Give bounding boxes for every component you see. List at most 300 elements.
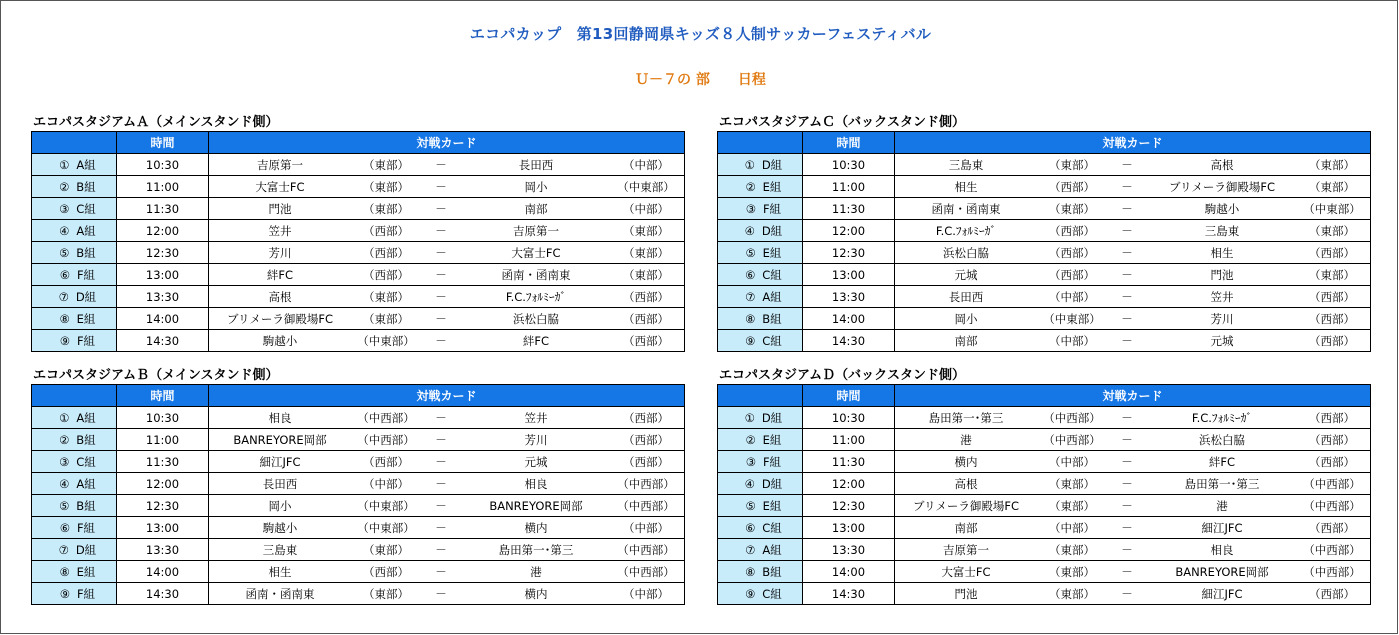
versus-dash: －: [435, 311, 447, 326]
match-number: ③: [59, 201, 70, 216]
home-region: （東部）: [1049, 542, 1095, 557]
versus-dash: －: [1121, 333, 1133, 348]
away-region: （中東部）: [1303, 201, 1361, 216]
kickoff-time: 12:30: [117, 242, 209, 264]
versus-dash: －: [435, 410, 447, 425]
match-card: [895, 308, 1371, 330]
away-team: 横内: [524, 520, 548, 535]
match-group-cell: [32, 451, 117, 473]
kickoff-time: 12:30: [803, 242, 895, 264]
kickoff-time: 11:30: [117, 451, 209, 473]
versus-dash: －: [435, 542, 447, 557]
table-row: [718, 539, 1371, 561]
match-card: [895, 473, 1371, 495]
versus-dash: －: [435, 586, 447, 601]
home-region: （中部）: [1049, 520, 1095, 535]
away-team: 絆FC: [1208, 454, 1236, 469]
table-row: [718, 242, 1371, 264]
home-region: （中東部）: [1043, 311, 1101, 326]
versus-dash: －: [435, 157, 447, 172]
home-team: 駒越小: [262, 333, 298, 348]
away-team: 芳川: [524, 432, 548, 447]
stadium-title: エコパスタジアムＤ（バックスタンド側）: [719, 368, 965, 383]
match-number: ②: [59, 432, 70, 447]
versus-dash: －: [435, 289, 447, 304]
kickoff-time: 13:00: [803, 517, 895, 539]
kickoff-time: 13:30: [803, 539, 895, 561]
away-region: （西部）: [623, 454, 669, 469]
away-region: （中西部）: [1303, 498, 1361, 513]
kickoff-time: 13:30: [117, 539, 209, 561]
home-region: （中部）: [363, 476, 409, 491]
match-group-cell: [32, 286, 117, 308]
header-time: 時間: [803, 132, 895, 154]
away-region: （西部）: [623, 289, 669, 304]
match-card: [209, 583, 685, 605]
kickoff-time: 14:00: [803, 561, 895, 583]
home-team: 駒越小: [262, 520, 298, 535]
group-label: C組: [762, 333, 782, 348]
away-team: 港: [530, 564, 542, 579]
away-team: 大富士FC: [511, 245, 561, 260]
match-group-cell: [718, 308, 803, 330]
kickoff-time: 14:30: [117, 330, 209, 352]
match-number: ⑧: [59, 311, 70, 326]
versus-dash: －: [1121, 267, 1133, 282]
match-group-cell: [718, 473, 803, 495]
home-team: 横内: [954, 454, 978, 469]
home-region: （東部）: [363, 179, 409, 194]
match-card: [895, 154, 1371, 176]
home-team: ブリメーラ御殿場FC: [227, 311, 333, 326]
kickoff-time: 10:30: [803, 154, 895, 176]
header-group-cell: [32, 132, 117, 154]
match-number: ⑨: [745, 586, 756, 601]
match-card: [895, 286, 1371, 308]
away-region: （西部）: [1309, 333, 1355, 348]
header-group-cell: [32, 385, 117, 407]
match-card: [209, 495, 685, 517]
match-group-cell: [718, 451, 803, 473]
table-row: [32, 286, 685, 308]
away-team: 島田第一･第三: [1184, 476, 1260, 491]
schedule-table: [31, 131, 685, 352]
home-team: 三島東: [262, 542, 298, 557]
versus-dash: －: [1121, 432, 1133, 447]
away-region: （西部）: [1309, 454, 1355, 469]
away-region: （東部）: [623, 223, 669, 238]
match-group-cell: [718, 539, 803, 561]
home-team: 芳川: [268, 245, 292, 260]
home-team: 門池: [268, 201, 292, 216]
versus-dash: －: [435, 454, 447, 469]
schedule-table: [717, 384, 1371, 605]
home-region: （中東部）: [357, 498, 415, 513]
away-region: （西部）: [623, 311, 669, 326]
home-region: （西部）: [1049, 245, 1095, 260]
home-region: （東部）: [363, 311, 409, 326]
group-label: C組: [762, 267, 782, 282]
away-team: 南部: [524, 201, 548, 216]
away-region: （東部）: [623, 245, 669, 260]
home-team: 長田西: [948, 289, 984, 304]
home-region: （東部）: [1049, 586, 1095, 601]
table-row: [32, 330, 685, 352]
kickoff-time: 11:30: [803, 451, 895, 473]
versus-dash: －: [1121, 410, 1133, 425]
kickoff-time: 14:00: [803, 308, 895, 330]
schedule-table: [717, 131, 1371, 352]
match-number: ⑨: [745, 333, 756, 348]
match-group-cell: [32, 473, 117, 495]
match-number: ⑦: [58, 542, 69, 557]
home-region: （西部）: [1049, 223, 1095, 238]
home-team: BANREYORE岡部: [233, 432, 327, 447]
kickoff-time: 12:00: [803, 473, 895, 495]
kickoff-time: 13:00: [803, 264, 895, 286]
away-region: （西部）: [1309, 586, 1355, 601]
versus-dash: －: [435, 179, 447, 194]
away-region: （中西部）: [1303, 476, 1361, 491]
match-number: ⑦: [745, 542, 756, 557]
home-region: （西部）: [1049, 267, 1095, 282]
home-region: （東部）: [363, 586, 409, 601]
group-label: B組: [76, 245, 96, 260]
kickoff-time: 10:30: [803, 407, 895, 429]
table-row: [32, 264, 685, 286]
header-group-cell: [718, 385, 803, 407]
table-row: [32, 308, 685, 330]
away-team: 芳川: [1210, 311, 1234, 326]
match-group-cell: [32, 308, 117, 330]
home-team: 岡小: [268, 498, 292, 513]
match-group-cell: [32, 429, 117, 451]
group-label: B組: [76, 179, 96, 194]
kickoff-time: 11:00: [803, 176, 895, 198]
table-row: [718, 407, 1371, 429]
home-region: （中部）: [1049, 454, 1095, 469]
versus-dash: －: [1121, 498, 1133, 513]
match-number: ⑧: [745, 564, 756, 579]
table-row: [32, 495, 685, 517]
home-team: 浜松白脇: [943, 245, 989, 260]
match-group-cell: [32, 264, 117, 286]
home-region: （中西部）: [357, 432, 415, 447]
away-region: （東部）: [623, 267, 669, 282]
kickoff-time: 11:00: [803, 429, 895, 451]
home-team: 岡小: [954, 311, 978, 326]
away-region: （中部）: [623, 201, 669, 216]
match-number: ③: [745, 201, 757, 216]
away-team: 笠井: [524, 410, 548, 425]
table-row: [718, 264, 1371, 286]
away-team: 元城: [524, 454, 548, 469]
away-region: （中西部）: [617, 542, 675, 557]
home-team: 吉原第一: [943, 542, 989, 557]
away-team: 岡小: [524, 179, 548, 194]
match-group-cell: [718, 429, 803, 451]
group-label: D組: [761, 157, 783, 172]
table-row: [32, 539, 685, 561]
table-row: [32, 583, 685, 605]
table-row: [718, 451, 1371, 473]
table-row: [718, 286, 1371, 308]
table-row: [718, 429, 1371, 451]
versus-dash: －: [435, 476, 447, 491]
home-region: （東部）: [1049, 498, 1095, 513]
table-row: [32, 517, 685, 539]
match-group-cell: [718, 583, 803, 605]
group-label: E組: [76, 564, 96, 579]
match-card: [895, 198, 1371, 220]
match-number: ②: [745, 179, 756, 194]
table-row: [718, 473, 1371, 495]
match-number: ③: [59, 454, 70, 469]
header-card: 対戦カード: [895, 132, 1371, 154]
match-group-cell: [32, 539, 117, 561]
versus-dash: －: [435, 564, 447, 579]
match-group-cell: [718, 495, 803, 517]
match-group-cell: [32, 220, 117, 242]
group-label: F組: [76, 520, 96, 535]
match-group-cell: [718, 198, 803, 220]
match-number: ①: [744, 410, 755, 425]
group-label: A組: [762, 289, 782, 304]
table-row: [718, 220, 1371, 242]
group-label: A組: [76, 157, 96, 172]
versus-dash: －: [1121, 564, 1133, 579]
match-number: ⑤: [745, 245, 756, 260]
group-label: F組: [762, 454, 782, 469]
versus-dash: －: [435, 432, 447, 447]
group-label: B組: [76, 432, 96, 447]
away-region: （西部）: [623, 410, 669, 425]
match-number: ⑧: [745, 311, 756, 326]
versus-dash: －: [1121, 245, 1133, 260]
kickoff-time: 11:00: [117, 429, 209, 451]
match-card: [209, 539, 685, 561]
match-group-cell: [32, 561, 117, 583]
home-team: 高根: [954, 476, 978, 491]
away-region: （西部）: [1309, 289, 1355, 304]
match-card: [895, 264, 1371, 286]
kickoff-time: 11:30: [117, 198, 209, 220]
match-card: [895, 495, 1371, 517]
away-region: （西部）: [623, 432, 669, 447]
match-group-cell: [32, 495, 117, 517]
home-region: （西部）: [363, 564, 409, 579]
match-group-cell: [718, 330, 803, 352]
match-number: ⑤: [59, 245, 70, 260]
versus-dash: －: [1121, 586, 1133, 601]
home-region: （西部）: [363, 245, 409, 260]
match-group-cell: [718, 407, 803, 429]
match-card: [209, 561, 685, 583]
table-row: [718, 517, 1371, 539]
versus-dash: －: [1121, 520, 1133, 535]
table-row: [32, 561, 685, 583]
kickoff-time: 12:00: [117, 220, 209, 242]
away-team: 相生: [1210, 245, 1234, 260]
home-region: （中東部）: [357, 520, 415, 535]
table-row: [718, 583, 1371, 605]
header-card: 対戦カード: [895, 385, 1371, 407]
table-row: [32, 176, 685, 198]
group-label: A組: [762, 542, 782, 557]
header-card: 対戦カード: [209, 385, 685, 407]
schedule-stadium-b: [31, 368, 684, 605]
match-card: [895, 220, 1371, 242]
away-team: F.C.ﾌｫﾙﾐｰｶﾞ: [1191, 410, 1253, 425]
kickoff-time: 12:00: [117, 473, 209, 495]
away-team: F.C.ﾌｫﾙﾐｰｶﾞ: [505, 289, 567, 304]
header-time: 時間: [803, 385, 895, 407]
away-region: （西部）: [623, 333, 669, 348]
match-card: [209, 407, 685, 429]
match-number: ①: [744, 157, 755, 172]
away-region: （中西部）: [1303, 564, 1361, 579]
away-team: ブリメーラ御殿場FC: [1169, 179, 1275, 194]
versus-dash: －: [1121, 542, 1133, 557]
group-label: F組: [762, 201, 782, 216]
away-region: （西部）: [1309, 245, 1355, 260]
match-number: ③: [745, 454, 757, 469]
away-team: 元城: [1210, 333, 1234, 348]
match-number: ①: [59, 410, 70, 425]
versus-dash: －: [1121, 157, 1133, 172]
group-label: D組: [761, 223, 783, 238]
match-card: [895, 451, 1371, 473]
versus-dash: －: [435, 498, 447, 513]
away-team: 相良: [524, 476, 548, 491]
away-region: （中西部）: [617, 498, 675, 513]
match-number: ⑥: [59, 267, 71, 282]
kickoff-time: 11:30: [803, 198, 895, 220]
home-team: 吉原第一: [257, 157, 303, 172]
away-team: 島田第一･第三: [498, 542, 574, 557]
table-row: [32, 473, 685, 495]
group-label: E組: [76, 311, 96, 326]
home-team: ブリメーラ御殿場FC: [913, 498, 1019, 513]
kickoff-time: 10:30: [117, 407, 209, 429]
kickoff-time: 13:30: [803, 286, 895, 308]
versus-dash: －: [435, 520, 447, 535]
home-team: 相良: [268, 410, 292, 425]
match-group-cell: [718, 154, 803, 176]
versus-dash: －: [1121, 223, 1133, 238]
group-label: D組: [761, 410, 783, 425]
away-region: （西部）: [1309, 432, 1355, 447]
match-card: [209, 176, 685, 198]
header-card: 対戦カード: [209, 132, 685, 154]
kickoff-time: 14:00: [117, 561, 209, 583]
group-label: C組: [76, 201, 96, 216]
kickoff-time: 13:30: [117, 286, 209, 308]
match-group-cell: [32, 242, 117, 264]
versus-dash: －: [1121, 476, 1133, 491]
home-team: 門池: [954, 586, 978, 601]
home-team: 高根: [268, 289, 292, 304]
match-number: ⑤: [59, 498, 70, 513]
table-row: [32, 242, 685, 264]
home-region: （中西部）: [357, 410, 415, 425]
kickoff-time: 14:30: [803, 583, 895, 605]
table-row: [718, 561, 1371, 583]
match-card: [895, 539, 1371, 561]
table-row: [32, 429, 685, 451]
away-team: 細江JFC: [1201, 520, 1243, 535]
match-group-cell: [32, 176, 117, 198]
home-region: （東部）: [363, 542, 409, 557]
match-number: ⑨: [59, 586, 71, 601]
match-card: [209, 154, 685, 176]
match-card: [895, 561, 1371, 583]
away-team: 相良: [1210, 542, 1234, 557]
match-group-cell: [32, 407, 117, 429]
home-region: （西部）: [363, 454, 409, 469]
versus-dash: －: [435, 267, 447, 282]
table-row: [32, 198, 685, 220]
away-region: （西部）: [1309, 311, 1355, 326]
match-card: [209, 308, 685, 330]
match-number: ④: [744, 476, 755, 491]
home-team: 函南・函南東: [931, 201, 1001, 216]
stadium-title: エコパスタジアムＡ（メインスタンド側）: [33, 115, 279, 130]
match-card: [209, 220, 685, 242]
match-number: ①: [59, 157, 70, 172]
home-region: （中西部）: [1043, 432, 1101, 447]
group-label: C組: [762, 586, 782, 601]
kickoff-time: 14:30: [117, 583, 209, 605]
home-region: （西部）: [363, 223, 409, 238]
group-label: D組: [75, 542, 97, 557]
stadium-title: エコパスタジアムＣ（バックスタンド側）: [719, 115, 965, 130]
match-card: [895, 407, 1371, 429]
table-row: [718, 176, 1371, 198]
away-region: （西部）: [1309, 520, 1355, 535]
away-team: 港: [1216, 498, 1228, 513]
match-card: [895, 176, 1371, 198]
match-card: [895, 583, 1371, 605]
group-label: E組: [762, 179, 782, 194]
versus-dash: －: [1121, 201, 1133, 216]
away-team: 浜松白脇: [513, 311, 559, 326]
schedule-table: [31, 384, 685, 605]
away-region: （中西部）: [617, 564, 675, 579]
group-label: E組: [762, 245, 782, 260]
table-header-row: [32, 132, 685, 154]
match-number: ⑧: [59, 564, 70, 579]
versus-dash: －: [1121, 289, 1133, 304]
table-row: [718, 308, 1371, 330]
away-team: 浜松白脇: [1199, 432, 1245, 447]
header-time: 時間: [117, 385, 209, 407]
table-row: [32, 154, 685, 176]
home-region: （西部）: [1049, 179, 1095, 194]
match-card: [895, 242, 1371, 264]
table-header-row: [718, 132, 1371, 154]
table-row: [32, 451, 685, 473]
kickoff-time: 10:30: [117, 154, 209, 176]
home-team: 長田西: [262, 476, 298, 491]
table-header-row: [32, 385, 685, 407]
home-team: 南部: [954, 520, 978, 535]
kickoff-time: 13:00: [117, 264, 209, 286]
table-row: [718, 495, 1371, 517]
home-region: （中部）: [1049, 289, 1095, 304]
match-number: ④: [744, 223, 755, 238]
home-team: F.C.ﾌｫﾙﾐｰｶﾞ: [935, 223, 997, 238]
